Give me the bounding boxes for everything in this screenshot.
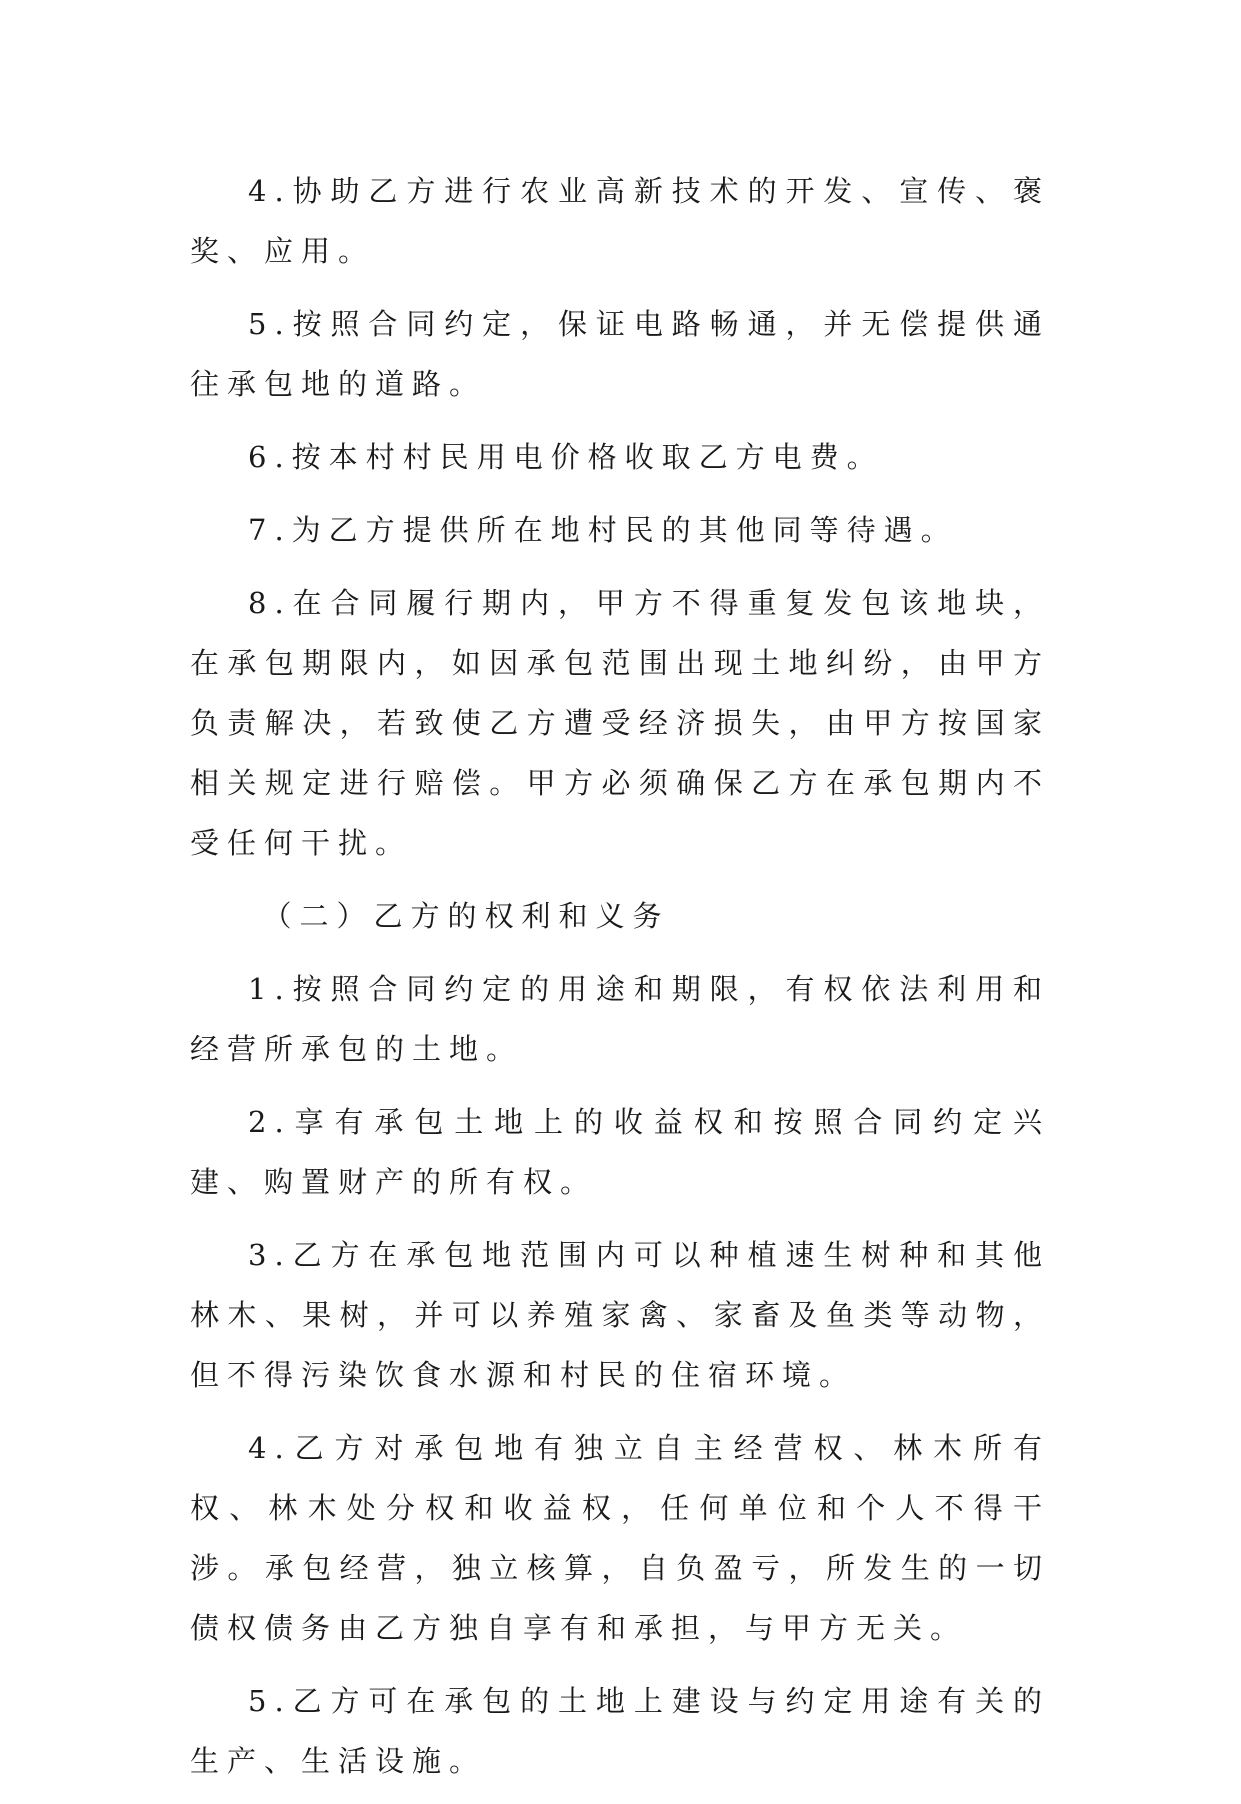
clause-a-7: 7.为乙方提供所在地村民的其他同等待遇。: [248, 513, 958, 547]
clause-a-6: 6.按本村村民用电价格收取乙方电费。: [248, 440, 884, 474]
clause-a-8: 8.在合同履行期内，甲方不得重复发包该地块，在承包期限内，如因承包范围出现土地纠纷，由甲方负责解决，若致使乙方遭受经济损失，由甲方按国家相关规定进行赔偿。甲方必须确保乙方在承包期内不受任何干扰。: [190, 586, 1050, 860]
clause-b-4: 4.乙方对承包地有独立自主经营权、林木所有权、林木处分权和收益权，任何单位和个人不得干涉。承包经营，独立核算，自负盈亏，所发生的一切债权债务由乙方独自享有和承担，与甲方无关。: [190, 1431, 1050, 1645]
document-body: [190, 161, 1050, 1804]
clause-b-3: 3.乙方在承包地范围内可以种植速生树种和其他林木、果树，并可以养殖家禽、家畜及鱼类等动物，但不得污染饮食水源和村民的住宿环境。: [190, 1238, 1050, 1392]
clause-b-2: 2.享有承包土地上的收益权和按照合同约定兴建、购置财产的所有权。: [190, 1105, 1050, 1199]
clause-a-4: 4.协助乙方进行农业高新技术的开发、宣传、褒奖、应用。: [190, 174, 1050, 268]
clause-b-5: 5.乙方可在承包的土地上建设与约定用途有关的生产、生活设施。: [190, 1684, 1050, 1778]
clause-a-5: 5.按照合同约定，保证电路畅通，并无偿提供通往承包地的道路。: [190, 307, 1050, 401]
section-heading-party-b: （二）乙方的权利和义务: [262, 899, 670, 933]
clause-b-1: 1.按照合同约定的用途和期限，有权依法利用和经营所承包的土地。: [190, 972, 1050, 1066]
